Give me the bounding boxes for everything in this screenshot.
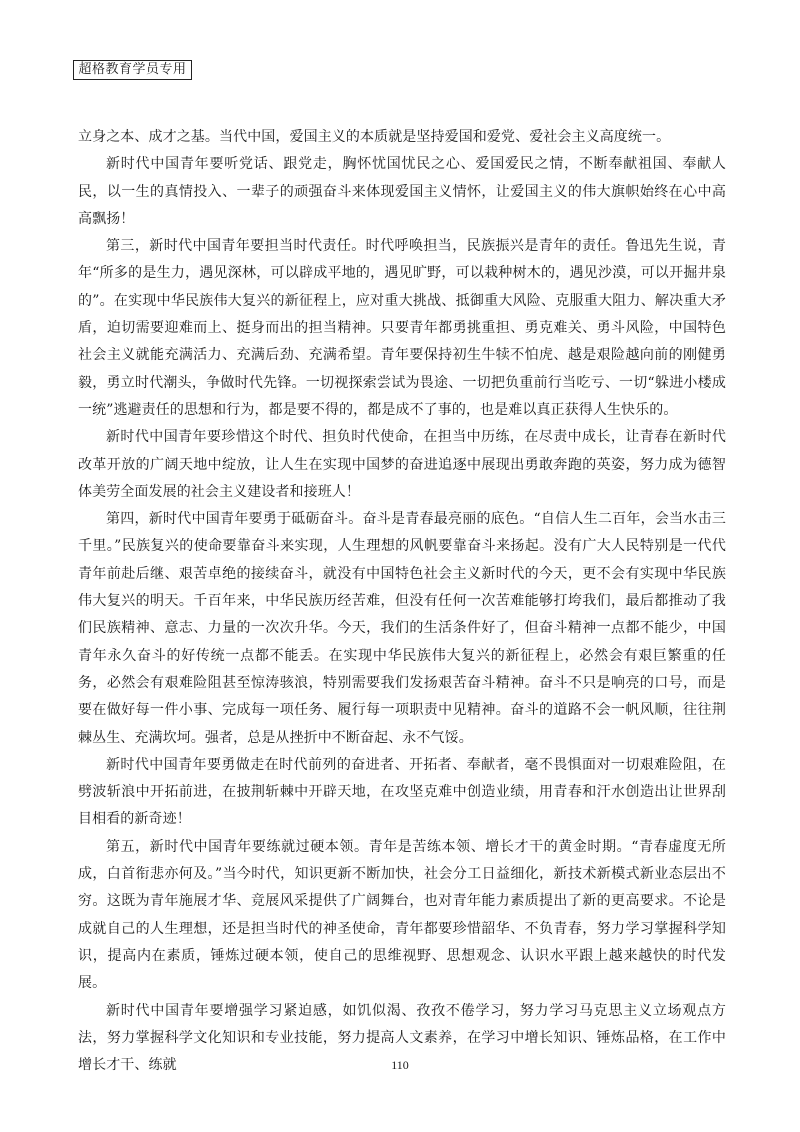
paragraph-section-3: 第三，新时代中国青年要担当时代责任。时代呼唤担当，民族振兴是青年的责任。鲁迅先生说，青年“所多的是生力，遇见深林，可以辟成平地的，遇见旷野，可以栽种树木的，遇见沙漠，可以开掘井泉的”。在实现中华民族伟大复兴的新征程上，应对重大挑战、抵御重大风险、克服重大阻力、解决重大矛盾，迫切需要迎难而上、挺身而出的担当精神。只要青年都勇挑重担、勇克难关、勇斗风险，中国特色社会主义就能充满活力、充满后劲、充满希望。青年要保持初生牛犊不怕虎、越是艰险越向前的刚健勇毅，勇立时代潮头，争做时代先锋。一切视探索尝试为畏途、一切把负重前行当吃亏、一切“躲进小楼成一统”逃避责任的思想和行为，都是要不得的，都是成不了事的，也是难以真正获得人生快乐的。 <box>78 238 726 418</box>
paragraph-section-4: 第四，新时代中国青年要勇于砥砺奋斗。奋斗是青春最亮丽的底色。“自信人生二百年，会当水击三千里。”民族复兴的使命要靠奋斗来实现，人生理想的风帆要靠奋斗来扬起。没有广大人民特别是一代代青年前赴后继、艰苦卓绝的接续奋斗，就没有中国特色社会主义新时代的今天，更不会有实现中华民族伟大复兴的明天。千百年来，中华民族历经苦难，但没有任何一次苦难能够打垮我们，最后都推动了我们民族精神、意志、力量的一次次升华。今天，我们的生活条件好了，但奋斗精神一点都不能少，中国青年永久奋斗的好传统一点都不能丢。在实现中华民族伟大复兴的新征程上，必然会有艰巨繁重的任务，必然会有艰难险阻甚至惊涛骇浪，特别需要我们发扬艰苦奋斗精神。奋斗不只是响亮的口号，而是要在做好每一件小事、完成每一项任务、履行每一项职责中见精神。奋斗的道路不会一帆风顺，往往荆棘丛生、充满坎坷。强者，总是从挫折中不断奋起、永不气馁。 <box>78 511 726 746</box>
page-number: 110 <box>391 1058 409 1072</box>
paragraph-section-5: 第五，新时代中国青年要练就过硬本领。青年是苦练本领、增长才干的黄金时期。“青春虚度无所成，白首衔悲亦何及。”当今时代，知识更新不断加快，社会分工日益细化，新技术新模式新业态层出不穷。这既为青年施展才华、竞展风采提供了广阔舞台，也对青年能力素质提出了新的更高要求。不论是成就自己的人生理想，还是担当时代的神圣使命，青年都要珍惜韶华、不负青春，努力学习掌握科学知识，提高内在素质，锤炼过硬本领，使自己的思维视野、思想观念、认识水平跟上越来越快的时代发展。 <box>78 838 726 992</box>
paragraph: 新时代中国青年要勇做走在时代前列的奋进者、开拓者、奉献者，毫不畏惧面对一切艰难险阻，在劈波斩浪中开拓前进，在披荆斩棘中开辟天地，在攻坚克难中创造业绩，用青春和汗水创造出让世界刮目相看的新奇迹！ <box>78 756 726 828</box>
paragraph-continuation: 立身之本、成才之基。当代中国，爱国主义的本质就是坚持爱国和爱党、爱社会主义高度统一。 <box>78 129 671 145</box>
paragraph: 新时代中国青年要增强学习紧迫感，如饥似渴、孜孜不倦学习，努力学习马克思主义立场观点方法，努力掌握科学文化知识和专业技能，努力提高人文素养，在学习中增长知识、锤炼品格，在工作中增长才干、练就 <box>78 1002 726 1074</box>
paragraph: 新时代中国青年要听党话、跟党走，胸怀忧国忧民之心、爱国爱民之情，不断奉献祖国、奉献人民，以一生的真情投入、一辈子的顽强奋斗来体现爱国主义情怀，让爱国主义的伟大旗帜始终在心中高高飘扬！ <box>78 156 726 227</box>
document-body <box>78 124 726 1079</box>
paragraph: 新时代中国青年要珍惜这个时代、担负时代使命，在担当中历练，在尽责中成长，让青春在新时代改革开放的广阔天地中绽放，让人生在实现中国梦的奋进追逐中展现出勇敢奔跑的英姿，努力成为德智体美劳全面发展的社会主义建设者和接班人！ <box>78 429 726 500</box>
watermark-label: 超格教育学员专用 <box>73 60 192 80</box>
